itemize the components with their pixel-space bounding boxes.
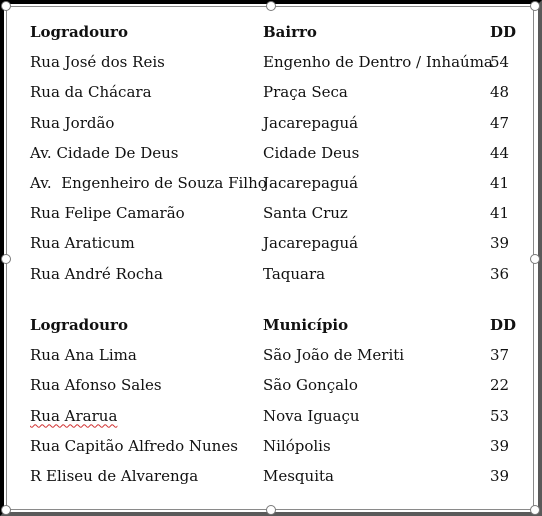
cell-bairro: Taquara — [263, 264, 326, 283]
cell-logradouro: Rua Afonso Sales — [30, 376, 162, 395]
table-row — [30, 340, 520, 370]
table-row — [30, 370, 520, 400]
header-dd: DD — [490, 316, 517, 334]
header-municipio: Município — [263, 316, 349, 334]
resize-handle-middle-right[interactable] — [530, 254, 540, 264]
cell-logradouro: Rua Ararua — [30, 406, 118, 425]
table-row — [30, 47, 520, 77]
header-dd: DD — [490, 23, 517, 41]
table-header-row — [30, 310, 520, 340]
cell-logradouro: Av. Engenheiro de Souza Filho — [30, 173, 267, 192]
cell-dd: 22 — [490, 376, 510, 395]
table-bairros — [30, 17, 520, 289]
header-bairro: Bairro — [263, 23, 317, 41]
cell-logradouro: Rua André Rocha — [30, 264, 163, 283]
cell-logradouro: Rua José dos Reis — [30, 53, 165, 72]
cell-dd: 41 — [490, 173, 510, 192]
cell-bairro: Jacarepaguá — [263, 113, 359, 132]
cell-logradouro: Rua Ana Lima — [30, 346, 137, 365]
table-header-row — [30, 17, 520, 47]
cell-dd: 48 — [490, 83, 510, 102]
table-row — [30, 138, 520, 168]
header-logradouro: Logradouro — [30, 23, 128, 41]
cell-bairro: Engenho de Dentro / Inhaúma — [263, 53, 493, 72]
cell-logradouro: Av. Cidade De Deus — [30, 143, 179, 162]
cell-bairro: Santa Cruz — [263, 204, 348, 223]
cell-municipio: Mesquita — [263, 466, 334, 485]
resize-handle-top-left[interactable] — [1, 1, 11, 11]
resize-handle-bottom-middle[interactable] — [266, 505, 276, 515]
cell-dd: 39 — [490, 436, 510, 455]
cell-logradouro: Rua Felipe Camarão — [30, 204, 185, 223]
header-logradouro: Logradouro — [30, 316, 128, 334]
cell-bairro: Jacarepaguá — [263, 234, 359, 253]
cell-municipio: Nova Iguaçu — [263, 406, 360, 425]
cell-bairro: Jacarepaguá — [263, 173, 359, 192]
cell-logradouro: Rua da Chácara — [30, 83, 152, 102]
table-row — [30, 431, 520, 461]
cell-municipio: Nilópolis — [263, 436, 331, 455]
cell-bairro: Praça Seca — [263, 83, 348, 102]
resize-handle-bottom-right[interactable] — [530, 505, 540, 515]
cell-dd: 47 — [490, 113, 510, 132]
table-municipios — [30, 310, 520, 491]
cell-dd: 39 — [490, 234, 510, 253]
cell-dd: 41 — [490, 204, 510, 223]
cell-municipio: São João de Meriti — [263, 346, 405, 365]
resize-handle-middle-left[interactable] — [1, 254, 11, 264]
table-row — [30, 168, 520, 198]
table-row — [30, 108, 520, 138]
cell-bairro: Cidade Deus — [263, 143, 360, 162]
cell-dd: 36 — [490, 264, 510, 283]
table-row — [30, 259, 520, 289]
table-row — [30, 461, 520, 491]
cell-dd: 39 — [490, 466, 510, 485]
cell-dd: 37 — [490, 346, 510, 365]
resize-handle-top-middle[interactable] — [266, 1, 276, 11]
table-row — [30, 401, 520, 431]
cell-logradouro: Rua Araticum — [30, 234, 135, 253]
cell-logradouro: R Eliseu de Alvarenga — [30, 466, 199, 485]
resize-handle-bottom-left[interactable] — [1, 505, 11, 515]
table-row — [30, 198, 520, 228]
cell-logradouro: Rua Jordão — [30, 113, 115, 132]
resize-handle-top-right[interactable] — [530, 1, 540, 11]
table-row — [30, 228, 520, 258]
cell-logradouro: Rua Capitão Alfredo Nunes — [30, 436, 238, 455]
cell-dd: 54 — [490, 53, 510, 72]
cell-dd: 53 — [490, 406, 510, 425]
table-row — [30, 77, 520, 107]
cell-municipio: São Gonçalo — [263, 376, 358, 395]
cell-dd: 44 — [490, 143, 510, 162]
